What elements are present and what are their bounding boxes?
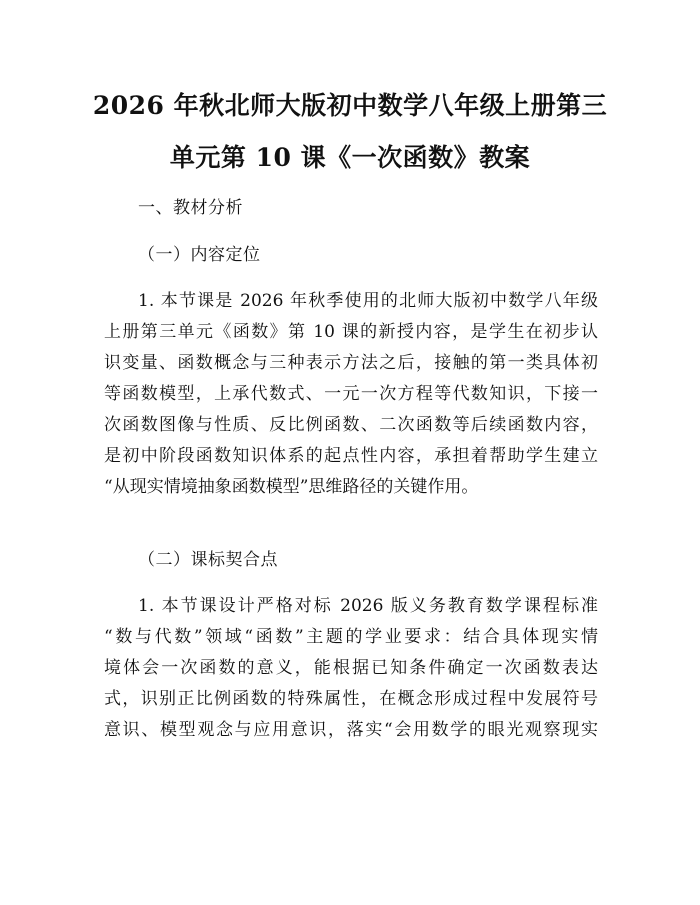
paragraph-line: 式，识别正比例函数的特殊属性，在概念形成过程中发展符号: [104, 689, 598, 709]
subsection-heading-content-positioning: （一）内容定位: [138, 245, 261, 265]
paragraph-line: “从现实情境抽象函数模型”思维路径的关键作用。: [104, 477, 479, 497]
paragraph-content-positioning: [104, 286, 598, 503]
paragraph-line: 是初中阶段函数知识体系的起点性内容，承担着帮助学生建立: [104, 446, 598, 466]
document-title-line-2: 单元第 10 课《一次函数》教案: [169, 143, 531, 172]
subsection-heading-curriculum-alignment: （二）课标契合点: [138, 550, 278, 570]
section-heading-textbook-analysis: 一、教材分析: [138, 198, 243, 218]
paragraph-curriculum-alignment: [104, 591, 598, 746]
paragraph-line: “数与代数”领域“函数”主题的学业要求：结合具体现实情: [104, 627, 598, 647]
paragraph-line: 1. 本节课是 2026 年秋季使用的北师大版初中数学八年级: [138, 291, 598, 311]
document-title-line-1: 2026 年秋北师大版初中数学八年级上册第三: [92, 91, 608, 120]
paragraph-line: 境体会一次函数的意义，能根据已知条件确定一次函数表达: [104, 658, 598, 678]
paragraph-line: 1. 本节课设计严格对标 2026 版义务教育数学课程标准: [138, 596, 598, 616]
paragraph-line: 等函数模型，上承代数式、一元一次方程等代数知识，下接一: [104, 384, 598, 404]
paragraph-line: 意识、模型观念与应用意识，落实“会用数学的眼光观察现实: [104, 720, 598, 740]
paragraph-line: 上册第三单元《函数》第 10 课的新授内容，是学生在初步认: [104, 322, 598, 342]
paragraph-line: 次函数图像与性质、反比例函数、二次函数等后续函数内容，: [104, 415, 598, 435]
paragraph-line: 识变量、函数概念与三种表示方法之后，接触的第一类具体初: [104, 353, 598, 373]
